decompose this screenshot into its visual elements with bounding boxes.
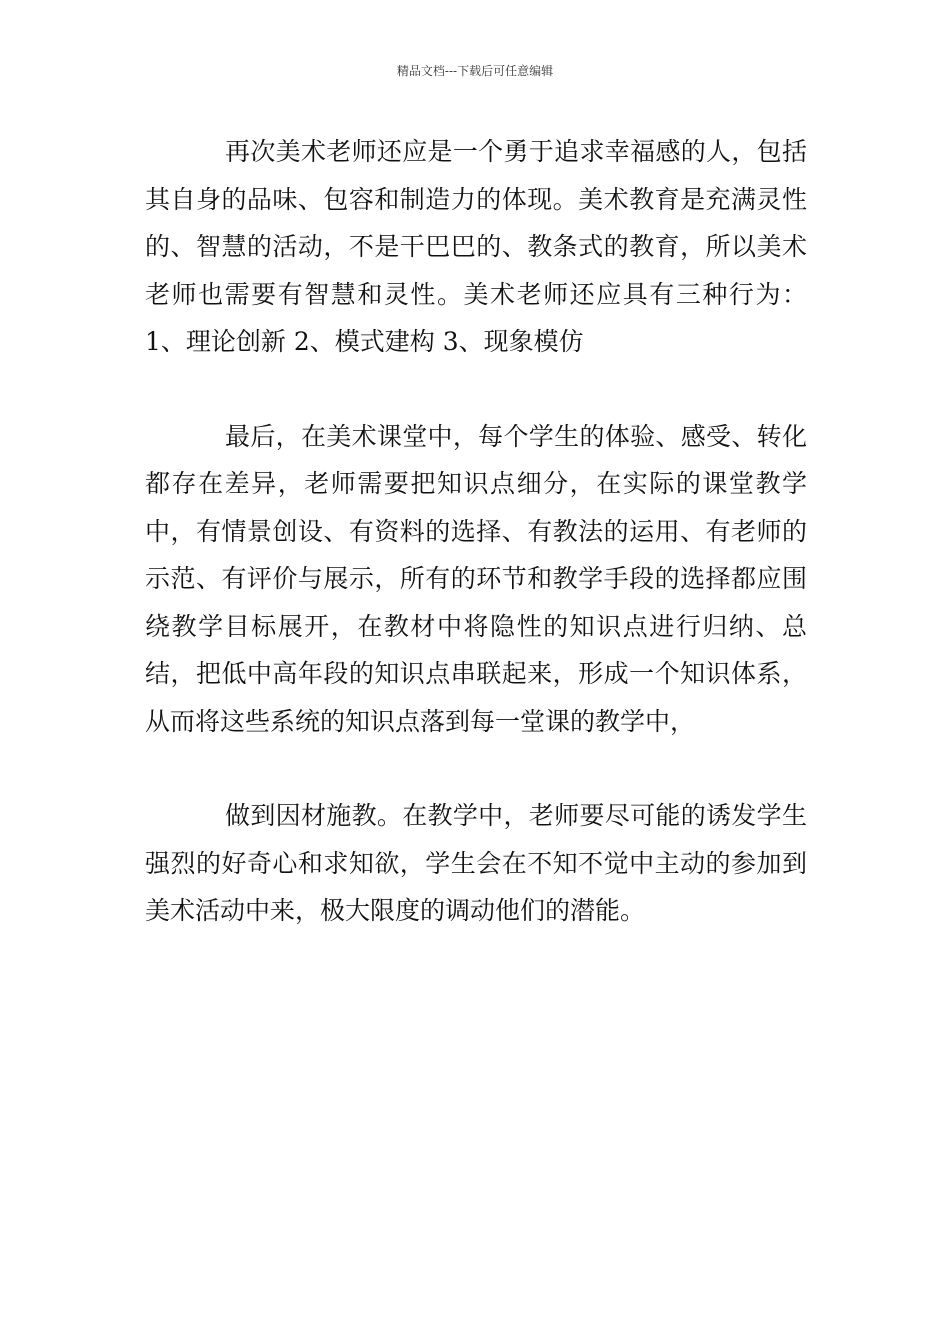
paragraph: 最后，在美术课堂中，每个学生的体验、感受、转化都存在差异，老师需要把知识点细分，在实际的课堂教学中，有情景创设、有资料的选择、有教法的运用、有老师的示范、有评价与展示，所有的环节和教学手段的选择都应围绕教学目标展开，在教材中将隐性的知识点进行归纳、总结，把低中高年段的知识点串联起来，形成一个知识体系，从而将这些系统的知识点落到每一堂课的教学中，	[145, 421, 807, 736]
paragraph: 再次美术老师还应是一个勇于追求幸福感的人，包括其自身的品味、包容和制造力的体现。美术教育是充满灵性的、智慧的活动，不是干巴巴的、教条式的教育，所以美术老师也需要有智慧和灵性。美术老师还应具有三种行为：1、理论创新 2、模式建构 3、现象模仿	[145, 137, 807, 356]
document-body	[145, 128, 807, 935]
page-header: 精品文档---下载后可任意编辑	[396, 64, 554, 78]
paragraph: 做到因材施教。在教学中，老师要尽可能的诱发学生强烈的好奇心和求知欲，学生会在不知不觉中主动的参加到美术活动中来，极大限度的调动他们的潜能。	[145, 801, 807, 925]
